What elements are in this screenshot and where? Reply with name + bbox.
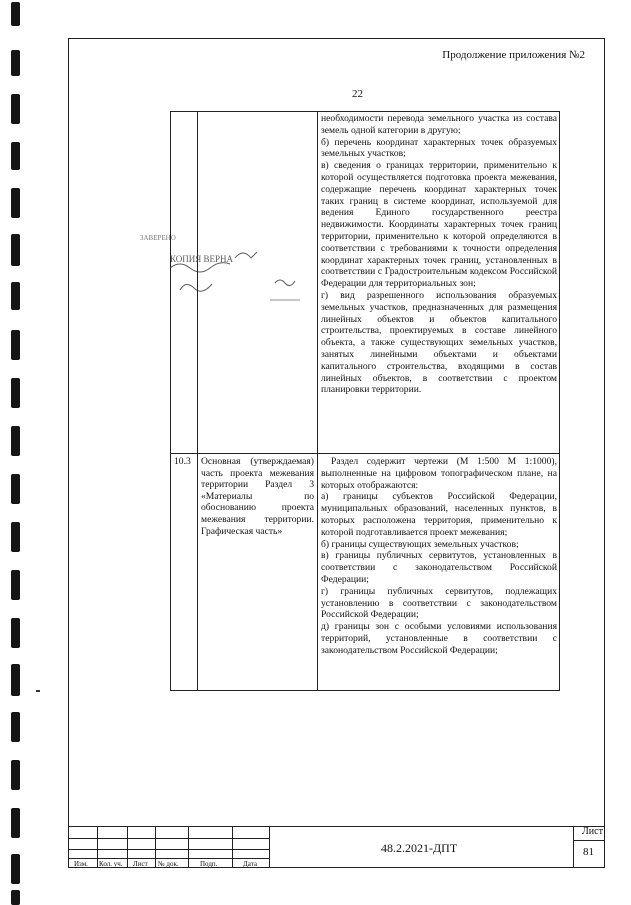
section-name: Основная (утверждаемая) часть проекта межевания территории Раздел 3 «Материалы по обоснованию проекта межевания территории. Графическая часть»	[201, 456, 314, 537]
table-col-divider	[197, 111, 198, 691]
binding-hole	[11, 570, 20, 600]
row2-description	[321, 456, 557, 657]
binding-hole	[11, 142, 20, 170]
binding-hole	[11, 94, 20, 124]
title-block-col	[269, 826, 270, 868]
title-block-label: Подп.	[200, 860, 218, 868]
binding-hole	[11, 188, 20, 218]
binding-hole	[11, 664, 20, 696]
sheet-label: Лист	[582, 826, 603, 837]
binding-hole	[11, 854, 20, 884]
title-block-col	[573, 826, 574, 868]
binding-hole	[11, 522, 20, 552]
binding-strip	[11, 0, 23, 905]
title-block-col	[188, 826, 189, 868]
row2-paragraph: д) границы зон с особыми условиями использования территорий, установленные в соответствии с законодательством Российской Федерации;	[321, 621, 557, 656]
appendix-title: Продолжение приложения №2	[442, 49, 585, 61]
binding-hole	[11, 890, 20, 905]
binding-hole	[11, 2, 20, 26]
row2-paragraph: б) границы существующих земельных участков;	[321, 538, 519, 550]
row2-paragraph: а) границы субъектов Российской Федерации, муниципальных образований, населенных пунктов, в которых расположена территория, применительно к которой подготавливается проект межевания;	[321, 491, 557, 538]
title-block-col	[155, 826, 156, 868]
certification-stamp	[140, 228, 310, 303]
title-block-line	[68, 838, 269, 839]
row2-paragraph: в) границы публичных сервитутов, установленных в соответствии с законодательством Российской Федерации;	[321, 550, 557, 585]
row1-paragraph: необходимости перевода земельного участка из состава земель одной категории в другую;	[321, 113, 557, 136]
binding-hole	[11, 330, 20, 360]
scan-mark	[36, 690, 40, 692]
title-block-label: Лист	[133, 860, 148, 868]
row-number: 10.3	[174, 456, 191, 467]
title-block-label: Дата	[243, 860, 257, 868]
page-number: 22	[352, 88, 363, 100]
title-block-col	[127, 826, 128, 868]
row1-paragraph: б) перечень координат характерных точек образуемых земельных участков;	[321, 136, 557, 160]
stamp-text: ЗАВЕРЕНО	[140, 234, 176, 242]
title-block-col	[232, 826, 233, 868]
binding-hole	[11, 808, 20, 838]
binding-hole	[11, 50, 20, 76]
title-block-label: Изм.	[74, 860, 88, 868]
row1-paragraph: г) вид разрешенного использования образуемых земельных участков, предназначенных для размещения линейных объектов и объектов капитального строительства, проектируемых в составе линейного объекта, а также существующих земельных участков, занятых линейными объектами и объектами капитального строительства, входящими в состав линейных объектов, в соответствии с проектом планировки территории.	[321, 289, 557, 396]
binding-hole	[11, 712, 20, 742]
binding-hole	[11, 618, 20, 648]
row2-paragraph: г) границы публичных сервитутов, подлежащих установлению в соответствии с законодательством Российской Федерации;	[321, 585, 557, 621]
binding-hole	[11, 234, 20, 266]
title-block-top	[68, 826, 605, 827]
binding-hole	[11, 378, 20, 408]
binding-hole	[11, 282, 20, 310]
title-block-line	[68, 858, 269, 859]
table-col-divider	[317, 111, 318, 691]
stamp-text: КОПИЯ ВЕРНА	[170, 254, 234, 264]
document-code: 48.2.2021-ДПТ	[381, 841, 458, 855]
title-block-line	[68, 849, 269, 850]
binding-hole	[11, 426, 20, 456]
table-row-divider	[170, 453, 560, 454]
title-block-label: Кол. уч.	[99, 860, 123, 868]
title-block-line	[573, 840, 605, 841]
row1-paragraph: в) сведения о границах территории, применительно к которой осуществляется подготовка проекта межевания, содержащие перечень координат характерных точек таких границ в системе координат, используемой для ведения Единого государственного реестра недвижимости. Координаты характерных точек границ территории, применительно к которой определяются в соответствии с требованиями к точности определения координат характерных точек границ, установленных в соответствии с Градостроительным кодексом Российской Федерации для территориальных зон;	[321, 160, 557, 290]
title-block-label: № док.	[158, 860, 179, 868]
row2-paragraph: Раздел содержит чертежи (М 1:500 М 1:1000), выполненные на цифровом топографическом плане, на которых отображаются:	[321, 456, 557, 491]
sheet-number: 81	[583, 846, 594, 858]
row1-description	[321, 113, 557, 396]
binding-hole	[11, 760, 20, 790]
title-block-col	[97, 826, 98, 868]
binding-hole	[11, 474, 20, 504]
